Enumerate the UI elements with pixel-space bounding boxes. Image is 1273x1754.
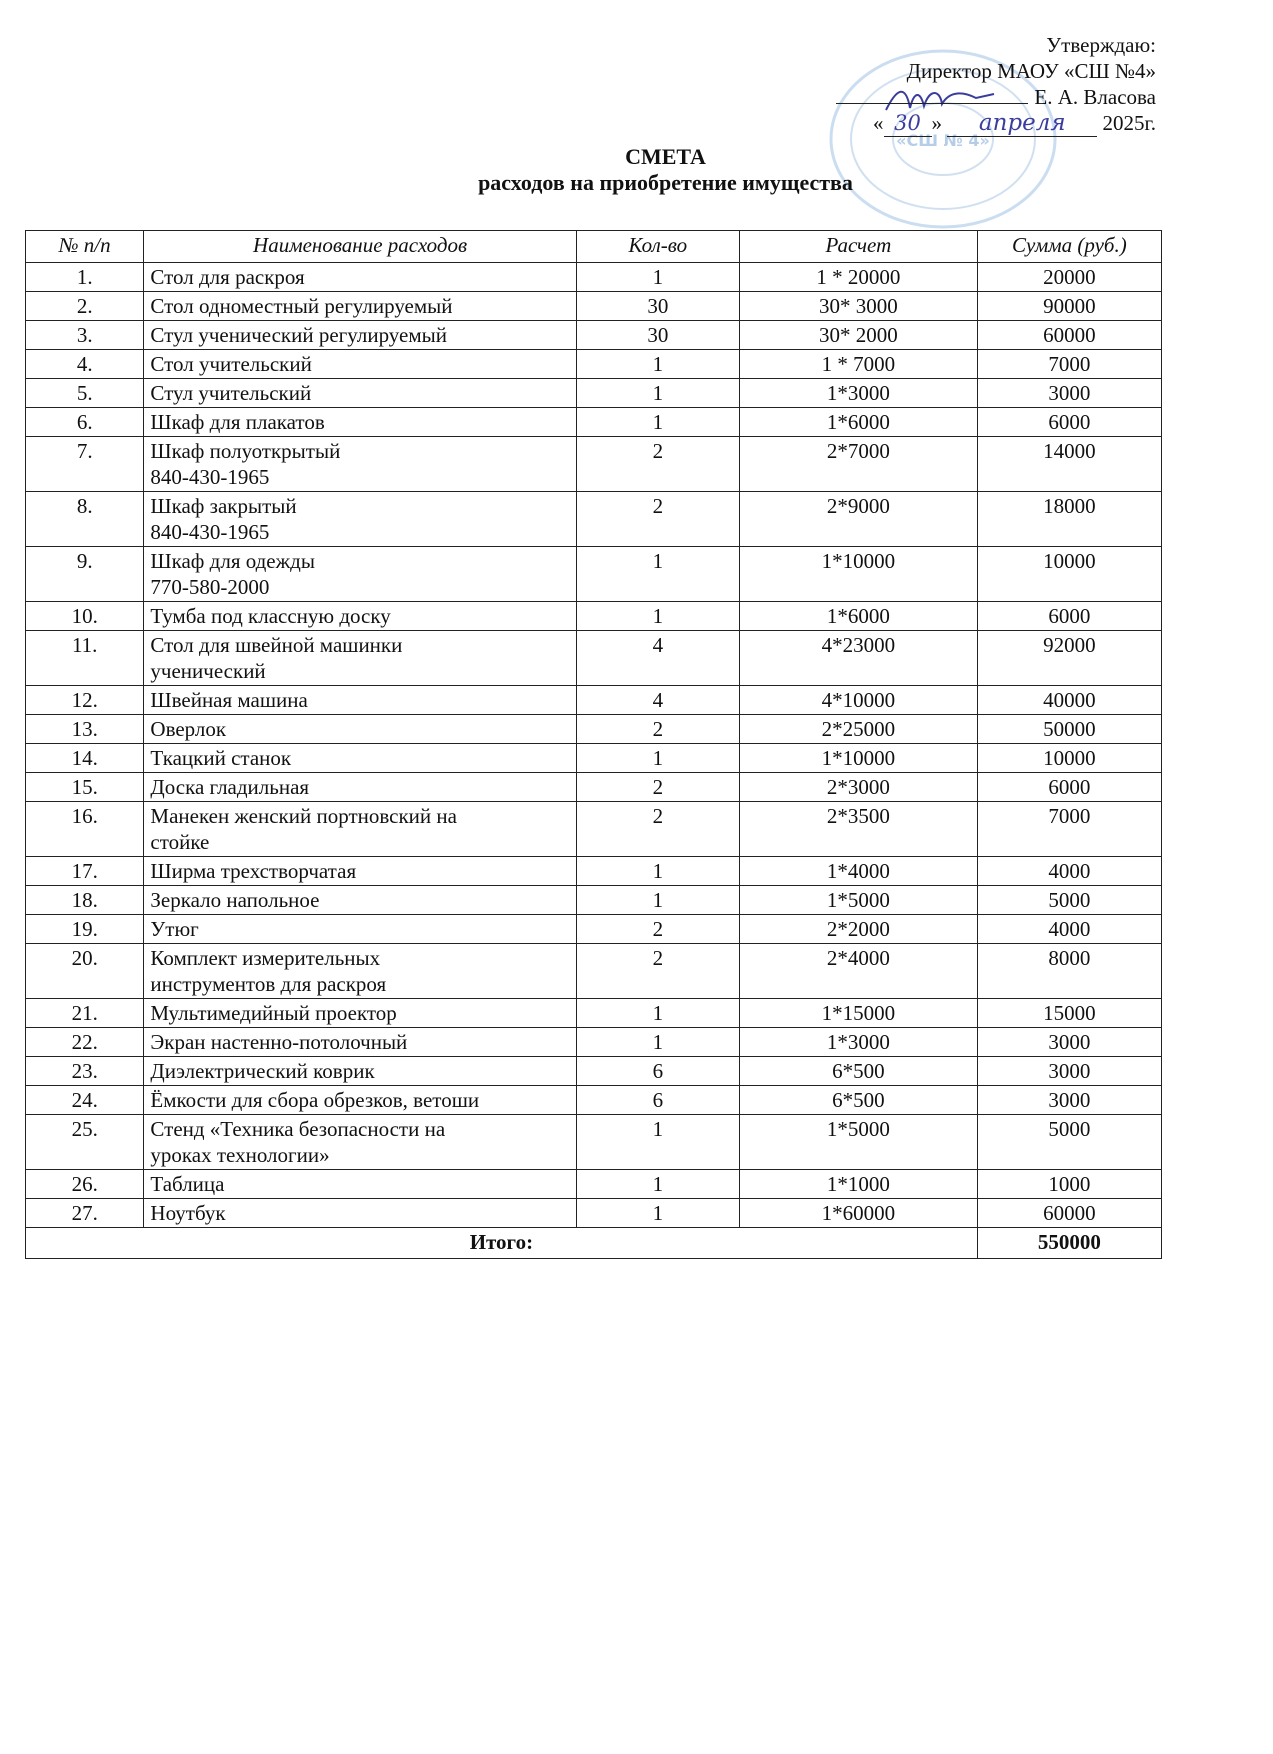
row-name xyxy=(144,773,576,802)
table-row xyxy=(26,715,1162,744)
row-name xyxy=(144,437,576,492)
row-name-line: Стол одноместный регулируемый xyxy=(150,294,453,318)
row-calc: 1*5000 xyxy=(739,886,977,915)
row-sum: 14000 xyxy=(977,437,1161,492)
row-number: 8. xyxy=(26,492,144,547)
row-number: 9. xyxy=(26,547,144,602)
row-sum: 6000 xyxy=(977,773,1161,802)
row-number: 11. xyxy=(26,631,144,686)
total-label: Итого: xyxy=(26,1228,978,1259)
row-sum: 60000 xyxy=(977,321,1161,350)
row-name-line: Тумба под классную доску xyxy=(150,604,391,628)
row-name-line: 770-580-2000 xyxy=(150,575,270,599)
approval-block xyxy=(836,32,1156,137)
row-calc: 1*1000 xyxy=(739,1170,977,1199)
row-name-line: Комплект измерительных xyxy=(150,946,381,970)
document-title xyxy=(0,144,1273,196)
row-name-line: Стол для швейной машинки xyxy=(150,633,403,657)
row-qty: 30 xyxy=(576,292,739,321)
row-number: 5. xyxy=(26,379,144,408)
estimate-table xyxy=(25,230,1162,1259)
row-calc: 1*3000 xyxy=(739,1028,977,1057)
row-name-line: Шкаф для плакатов xyxy=(150,410,325,434)
row-sum: 8000 xyxy=(977,944,1161,999)
row-name-line: Шкаф закрытый xyxy=(150,494,297,518)
table-row xyxy=(26,379,1162,408)
row-qty: 6 xyxy=(576,1057,739,1086)
title-subtitle: расходов на приобретение имущества xyxy=(478,170,853,195)
row-qty: 1 xyxy=(576,547,739,602)
row-calc: 1*3000 xyxy=(739,379,977,408)
row-sum: 7000 xyxy=(977,802,1161,857)
row-sum: 3000 xyxy=(977,379,1161,408)
table-row xyxy=(26,547,1162,602)
row-name xyxy=(144,263,576,292)
table-header-row xyxy=(26,231,1162,263)
row-name-line: ученический xyxy=(150,659,266,683)
table-row xyxy=(26,602,1162,631)
row-name-line: Экран настенно-потолочный xyxy=(150,1030,408,1054)
table-row xyxy=(26,437,1162,492)
row-sum: 4000 xyxy=(977,915,1161,944)
row-number: 23. xyxy=(26,1057,144,1086)
row-name xyxy=(144,292,576,321)
row-name-line: Диэлектрический коврик xyxy=(150,1059,375,1083)
table-row xyxy=(26,1115,1162,1170)
row-calc: 1*6000 xyxy=(739,602,977,631)
row-name xyxy=(144,857,576,886)
title-main: СМЕТА xyxy=(625,144,706,169)
director-position: Директор МАОУ «СШ №4» xyxy=(906,59,1156,83)
table-row xyxy=(26,686,1162,715)
row-sum: 20000 xyxy=(977,263,1161,292)
row-calc: 1*5000 xyxy=(739,1115,977,1170)
row-number: 20. xyxy=(26,944,144,999)
row-name xyxy=(144,1199,576,1228)
row-sum: 6000 xyxy=(977,602,1161,631)
table-row xyxy=(26,1057,1162,1086)
row-number: 15. xyxy=(26,773,144,802)
row-calc: 6*500 xyxy=(739,1086,977,1115)
row-qty: 1 xyxy=(576,1170,739,1199)
row-name-line: Шкаф полуоткрытый xyxy=(150,439,341,463)
row-sum: 90000 xyxy=(977,292,1161,321)
table-row xyxy=(26,1028,1162,1057)
row-name-line: Манекен женский портновский на xyxy=(150,804,457,828)
row-name-line: Оверлок xyxy=(150,717,227,741)
row-name xyxy=(144,379,576,408)
row-qty: 1 xyxy=(576,263,739,292)
row-sum: 15000 xyxy=(977,999,1161,1028)
row-name-line: 840-430-1965 xyxy=(150,520,270,544)
row-name-line: 840-430-1965 xyxy=(150,465,270,489)
row-number: 14. xyxy=(26,744,144,773)
row-name xyxy=(144,886,576,915)
row-sum: 5000 xyxy=(977,1115,1161,1170)
row-number: 1. xyxy=(26,263,144,292)
date-close-quote: » xyxy=(931,111,942,135)
row-name xyxy=(144,944,576,999)
row-qty: 1 xyxy=(576,999,739,1028)
row-sum: 7000 xyxy=(977,350,1161,379)
row-name xyxy=(144,602,576,631)
row-name xyxy=(144,408,576,437)
row-number: 12. xyxy=(26,686,144,715)
row-qty: 1 xyxy=(576,886,739,915)
row-calc: 2*9000 xyxy=(739,492,977,547)
row-sum: 3000 xyxy=(977,1028,1161,1057)
row-calc: 6*500 xyxy=(739,1057,977,1086)
row-name-line: Ткацкий станок xyxy=(150,746,292,770)
header-num: № п/п xyxy=(26,231,144,263)
row-number: 26. xyxy=(26,1170,144,1199)
row-number: 17. xyxy=(26,857,144,886)
row-qty: 30 xyxy=(576,321,739,350)
row-name xyxy=(144,686,576,715)
table-row xyxy=(26,408,1162,437)
row-sum: 50000 xyxy=(977,715,1161,744)
row-calc: 4*10000 xyxy=(739,686,977,715)
row-calc: 1 * 7000 xyxy=(739,350,977,379)
table-row xyxy=(26,631,1162,686)
row-name xyxy=(144,802,576,857)
row-number: 27. xyxy=(26,1199,144,1228)
row-sum: 4000 xyxy=(977,857,1161,886)
row-name xyxy=(144,631,576,686)
row-name-line: Зеркало напольное xyxy=(150,888,320,912)
row-name-line: Стол для раскроя xyxy=(150,265,305,289)
row-name-line: Таблица xyxy=(150,1172,225,1196)
signer-name: Е. А. Власова xyxy=(1034,85,1156,109)
row-calc: 2*3500 xyxy=(739,802,977,857)
row-calc: 1*10000 xyxy=(739,547,977,602)
row-number: 6. xyxy=(26,408,144,437)
row-qty: 6 xyxy=(576,1086,739,1115)
table-row xyxy=(26,321,1162,350)
row-name-line: Утюг xyxy=(150,917,199,941)
row-name-line: Швейная машина xyxy=(150,688,308,712)
row-qty: 2 xyxy=(576,715,739,744)
table-row xyxy=(26,492,1162,547)
row-name-line: Ширма трехстворчатая xyxy=(150,859,357,883)
row-sum: 3000 xyxy=(977,1086,1161,1115)
row-name xyxy=(144,1057,576,1086)
row-calc: 1*15000 xyxy=(739,999,977,1028)
row-qty: 1 xyxy=(576,857,739,886)
row-qty: 1 xyxy=(576,408,739,437)
date-open-quote: « xyxy=(873,111,884,135)
approval-date xyxy=(836,110,1156,137)
row-qty: 1 xyxy=(576,602,739,631)
row-qty: 1 xyxy=(576,350,739,379)
row-number: 13. xyxy=(26,715,144,744)
row-name xyxy=(144,492,576,547)
row-name-line: уроках технологии» xyxy=(150,1143,330,1167)
row-calc: 2*4000 xyxy=(739,944,977,999)
row-name xyxy=(144,1028,576,1057)
row-name-line: инструментов для раскроя xyxy=(150,972,387,996)
row-number: 22. xyxy=(26,1028,144,1057)
row-name xyxy=(144,547,576,602)
row-name-line: Стул ученический регулируемый xyxy=(150,323,447,347)
row-calc: 2*25000 xyxy=(739,715,977,744)
row-number: 16. xyxy=(26,802,144,857)
row-calc: 1 * 20000 xyxy=(739,263,977,292)
row-qty: 1 xyxy=(576,379,739,408)
row-qty: 2 xyxy=(576,492,739,547)
row-qty: 4 xyxy=(576,631,739,686)
row-number: 25. xyxy=(26,1115,144,1170)
row-qty: 1 xyxy=(576,1028,739,1057)
row-name-line: Мультимедийный проектор xyxy=(150,1001,397,1025)
row-qty: 1 xyxy=(576,744,739,773)
row-name xyxy=(144,715,576,744)
row-sum: 5000 xyxy=(977,886,1161,915)
row-qty: 2 xyxy=(576,944,739,999)
row-name xyxy=(144,999,576,1028)
stamp-text: «СШ № 4» xyxy=(896,131,990,150)
signature-line xyxy=(836,85,1028,104)
row-number: 3. xyxy=(26,321,144,350)
row-calc: 1*6000 xyxy=(739,408,977,437)
header-qty: Кол-во xyxy=(576,231,739,263)
row-sum: 6000 xyxy=(977,408,1161,437)
table-row xyxy=(26,350,1162,379)
row-name-line: Стол учительский xyxy=(150,352,312,376)
row-sum: 92000 xyxy=(977,631,1161,686)
date-month: апреля xyxy=(947,110,1097,137)
row-sum: 60000 xyxy=(977,1199,1161,1228)
header-sum: Сумма (руб.) xyxy=(977,231,1161,263)
row-name xyxy=(144,350,576,379)
row-calc: 1*60000 xyxy=(739,1199,977,1228)
table-row xyxy=(26,773,1162,802)
row-qty: 4 xyxy=(576,686,739,715)
row-calc: 2*2000 xyxy=(739,915,977,944)
row-qty: 2 xyxy=(576,773,739,802)
row-name xyxy=(144,915,576,944)
row-qty: 2 xyxy=(576,915,739,944)
row-number: 24. xyxy=(26,1086,144,1115)
row-qty: 1 xyxy=(576,1199,739,1228)
row-sum: 1000 xyxy=(977,1170,1161,1199)
row-qty: 2 xyxy=(576,437,739,492)
row-qty: 1 xyxy=(576,1115,739,1170)
row-name-line: Стул учительский xyxy=(150,381,312,405)
row-number: 2. xyxy=(26,292,144,321)
header-calc: Расчет xyxy=(739,231,977,263)
row-name xyxy=(144,1086,576,1115)
row-name-line: Доска гладильная xyxy=(150,775,310,799)
date-day: 30 xyxy=(884,110,932,137)
signer-line xyxy=(836,84,1156,110)
row-name xyxy=(144,744,576,773)
row-sum: 3000 xyxy=(977,1057,1161,1086)
row-calc: 30* 3000 xyxy=(739,292,977,321)
table-row xyxy=(26,744,1162,773)
row-number: 4. xyxy=(26,350,144,379)
row-sum: 18000 xyxy=(977,492,1161,547)
row-sum: 10000 xyxy=(977,744,1161,773)
row-calc: 1*4000 xyxy=(739,857,977,886)
table-row xyxy=(26,1170,1162,1199)
table-row xyxy=(26,915,1162,944)
row-name-line: Ноутбук xyxy=(150,1201,226,1225)
row-number: 7. xyxy=(26,437,144,492)
table-row xyxy=(26,802,1162,857)
row-calc: 4*23000 xyxy=(739,631,977,686)
row-qty: 2 xyxy=(576,802,739,857)
table-row xyxy=(26,886,1162,915)
table-row xyxy=(26,1199,1162,1228)
total-value: 550000 xyxy=(977,1228,1161,1259)
row-number: 18. xyxy=(26,886,144,915)
approve-label: Утверждаю: xyxy=(1046,33,1156,57)
table-row xyxy=(26,263,1162,292)
row-sum: 10000 xyxy=(977,547,1161,602)
table-row xyxy=(26,999,1162,1028)
row-name-line: Шкаф для одежды xyxy=(150,549,315,573)
date-year: 2025г. xyxy=(1102,111,1156,135)
row-name-line: Стенд «Техника безопасности на xyxy=(150,1117,446,1141)
row-calc: 1*10000 xyxy=(739,744,977,773)
row-number: 10. xyxy=(26,602,144,631)
row-calc: 2*7000 xyxy=(739,437,977,492)
row-number: 19. xyxy=(26,915,144,944)
row-sum: 40000 xyxy=(977,686,1161,715)
table-row xyxy=(26,944,1162,999)
row-number: 21. xyxy=(26,999,144,1028)
table-row xyxy=(26,292,1162,321)
row-name-line: стойке xyxy=(150,830,210,854)
row-name xyxy=(144,1115,576,1170)
row-name xyxy=(144,321,576,350)
table-row xyxy=(26,1086,1162,1115)
table-row xyxy=(26,857,1162,886)
row-name-line: Ёмкости для сбора обрезков, ветоши xyxy=(150,1088,480,1112)
total-row xyxy=(26,1228,1162,1259)
header-name: Наименование расходов xyxy=(144,231,576,263)
row-calc: 2*3000 xyxy=(739,773,977,802)
row-name xyxy=(144,1170,576,1199)
row-calc: 30* 2000 xyxy=(739,321,977,350)
